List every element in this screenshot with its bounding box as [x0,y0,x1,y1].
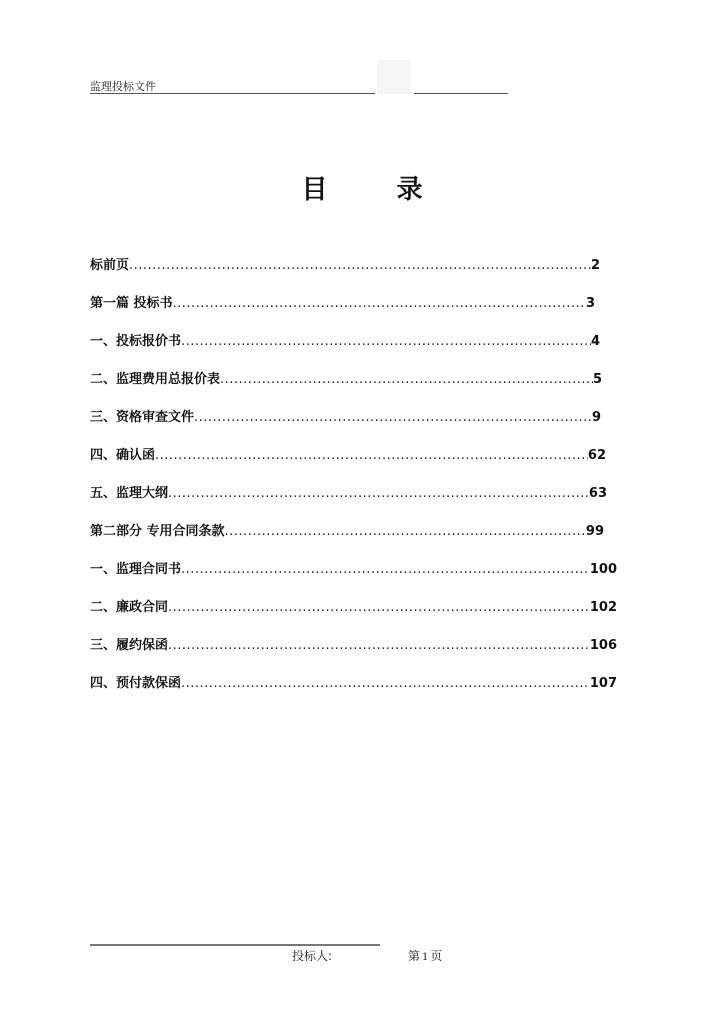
toc-entry-label: 四、确认函 [90,448,156,463]
toc-entry-page: 62 [587,448,606,463]
toc-entry-page: 100 [589,562,617,577]
toc-entry-label: 二、监理费用总报价表 [90,372,221,387]
toc-leader-dots [129,257,591,275]
toc-entry-label: 四、预付款保函 [90,676,182,691]
footer-rule [90,944,380,946]
toc-entry[interactable] [90,369,602,389]
toc-entry-label: 五、监理大纲 [90,486,169,501]
toc-entry-page: 63 [588,486,607,501]
toc-leader-dots [168,599,590,617]
toc-entry[interactable] [90,483,607,503]
toc-entry[interactable] [90,597,617,617]
toc-entry-page: 99 [585,524,604,539]
toc-entry[interactable] [90,331,600,351]
toc-entry-label: 一、监理合同书 [90,562,182,577]
header-logo-mark [377,60,411,94]
toc-entry[interactable] [90,255,600,275]
toc-entry-label: 标前页 [90,258,130,273]
toc-entry-page: 9 [591,410,601,425]
toc-entry-label: 三、履约保函 [90,638,169,653]
toc-entry-label: 第一篇 投标书 [90,296,173,311]
toc-leader-dots [181,675,590,693]
toc-entry[interactable] [90,635,617,655]
toc-entry[interactable] [90,559,617,579]
toc-entry-page: 102 [589,600,617,615]
toc-entry-page: 4 [590,334,600,349]
toc-leader-dots [181,333,591,351]
footer-page-suffix: 页 [430,949,443,963]
toc-leader-dots [168,485,589,503]
toc-entry[interactable] [90,521,604,541]
toc-leader-dots [225,523,586,541]
toc-leader-dots [173,295,586,313]
toc-leader-dots [220,371,593,389]
toc-leader-dots [168,637,590,655]
footer-page-number [408,948,442,966]
footer-page-digit: 1 [422,952,429,963]
toc-leader-dots [155,447,588,465]
toc-entry-label: 一、投标报价书 [90,334,182,349]
header-rule-right [414,93,508,94]
toc-entry-page: 5 [592,372,602,387]
header-document-title: 监理投标文件 [90,80,156,93]
toc-entry[interactable] [90,445,606,465]
toc-entry[interactable] [90,407,601,427]
toc-leader-dots [194,409,592,427]
toc-entry-label: 三、资格审查文件 [90,410,195,425]
toc-leader-dots [181,561,590,579]
toc-entry[interactable] [90,673,617,693]
toc-entry-label: 二、廉政合同 [90,600,169,615]
toc-entry-page: 107 [589,676,617,691]
toc-entry-label: 第二部分 专用合同条款 [90,524,225,539]
toc-title: 目 录 [301,175,453,205]
footer-page-prefix: 第 [408,949,421,963]
toc-entry-page: 2 [590,258,600,273]
footer-bidder-label: 投标人: [292,949,333,963]
toc-entry-page: 3 [585,296,595,311]
header-rule-left [90,93,375,94]
toc-entry[interactable] [90,293,595,313]
toc-entry-page: 106 [589,638,617,653]
